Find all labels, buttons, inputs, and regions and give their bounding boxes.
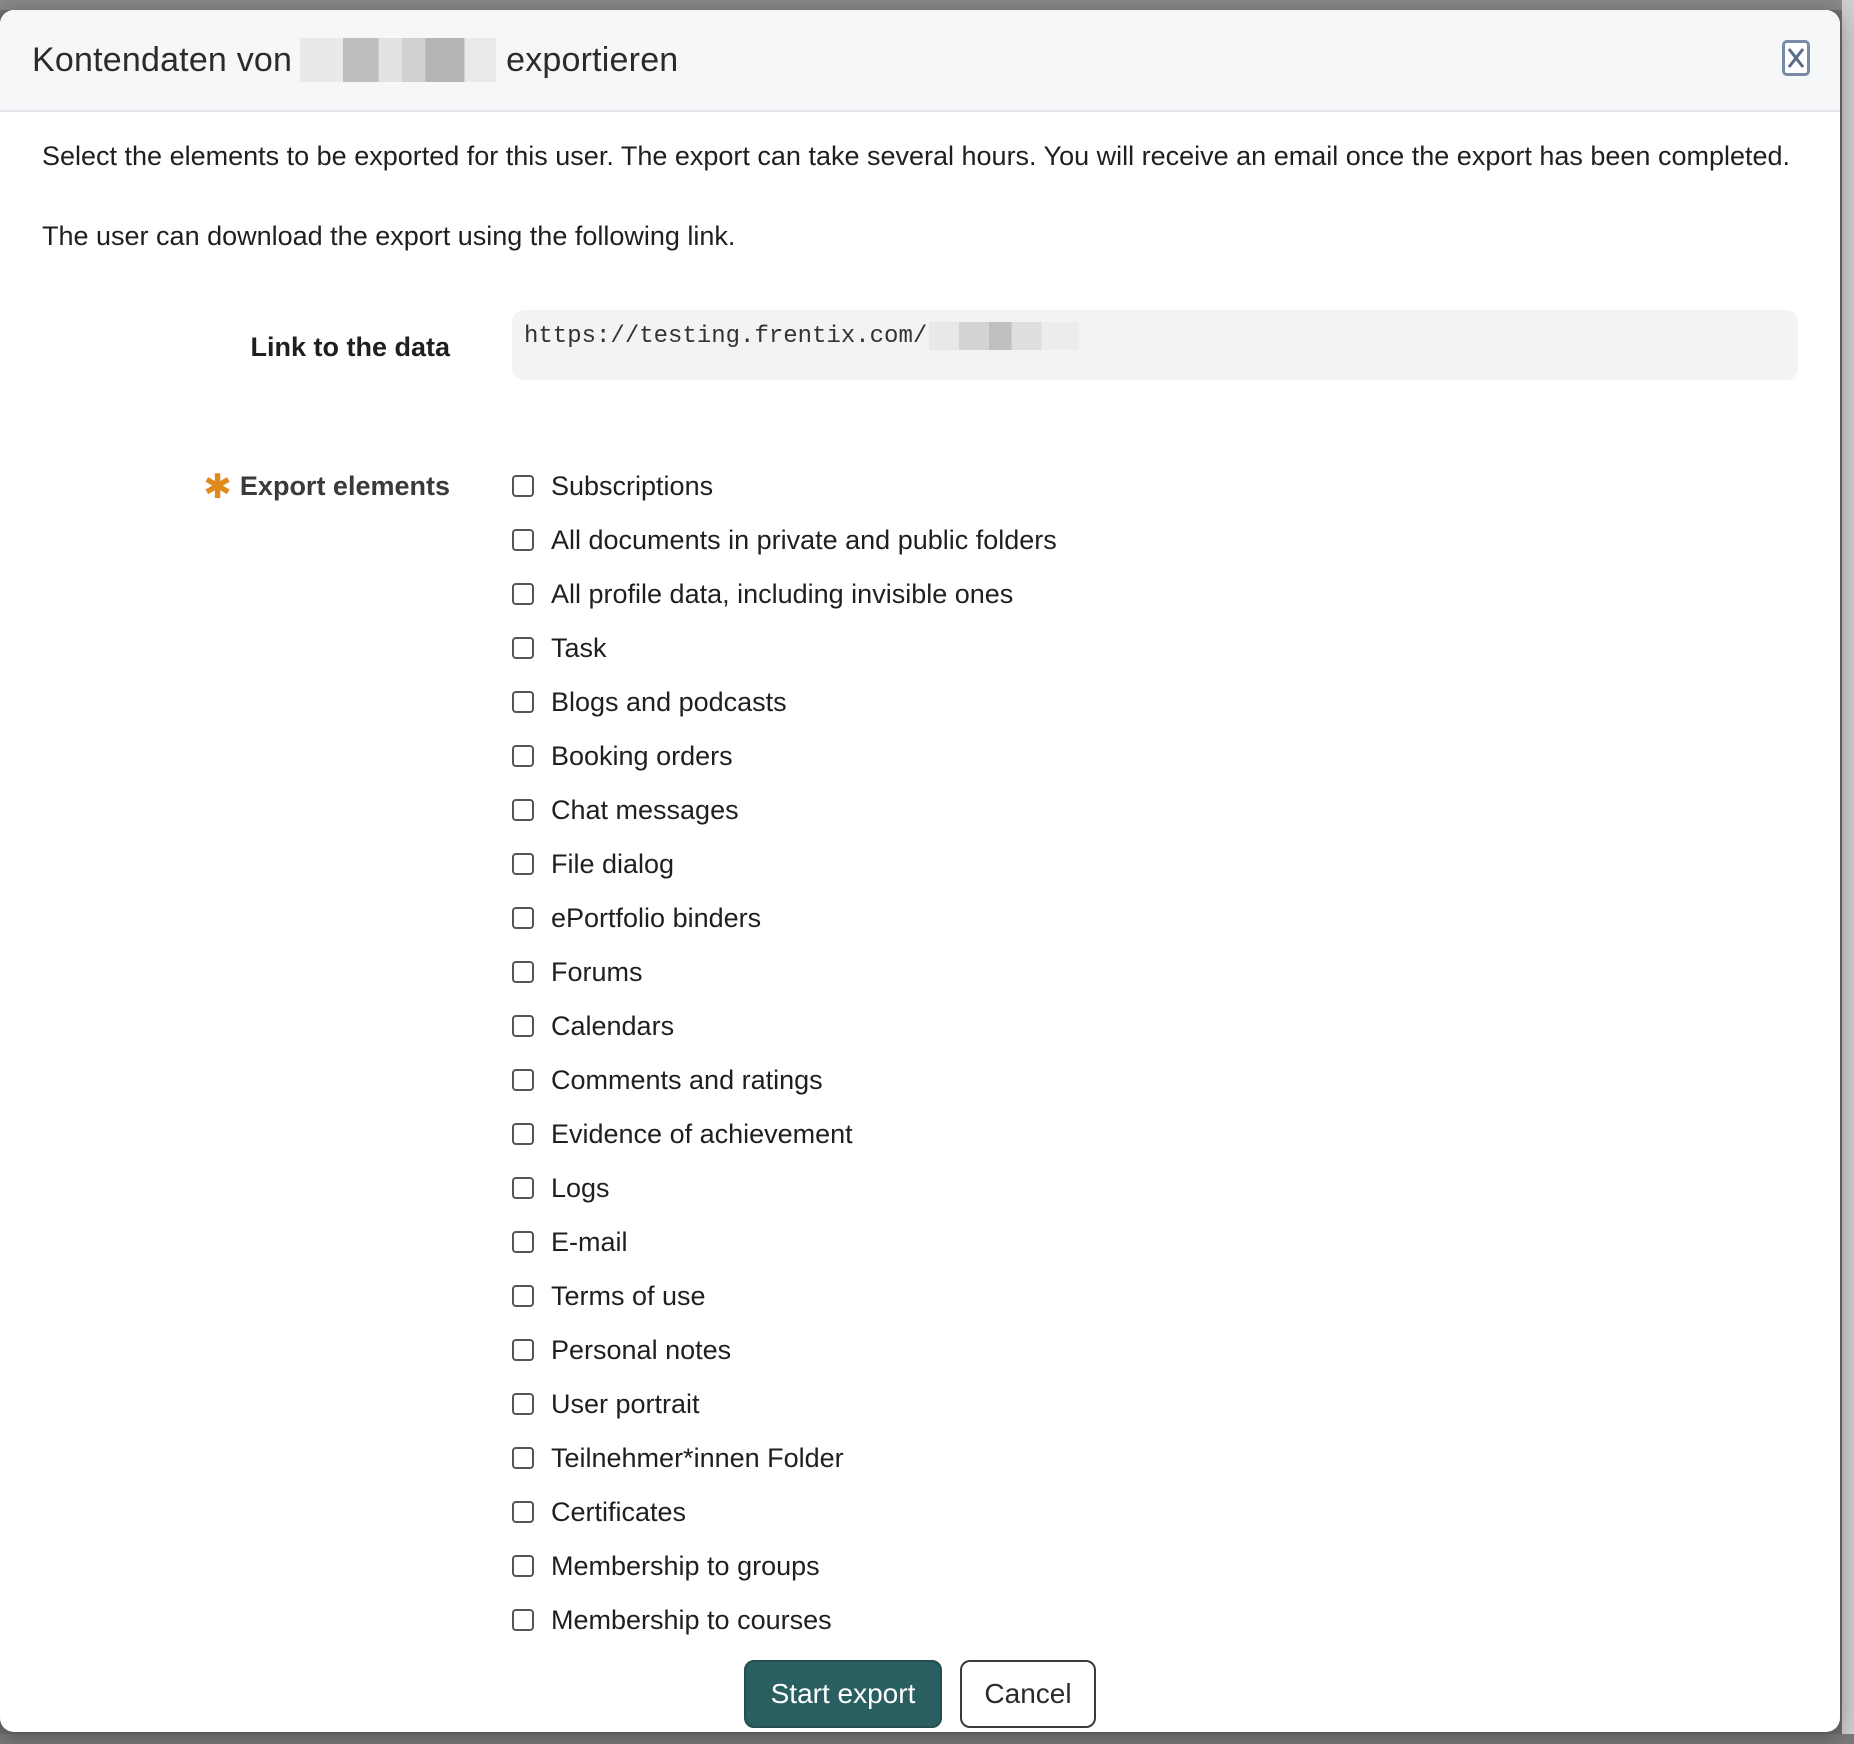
- checkbox[interactable]: [512, 1177, 534, 1199]
- checkbox-item[interactable]: [512, 1118, 1057, 1172]
- checkbox-item[interactable]: [512, 578, 1057, 632]
- checkbox-item[interactable]: [512, 686, 1057, 740]
- export-elements-list: [512, 470, 1057, 1658]
- checkbox[interactable]: [512, 1447, 534, 1469]
- checkbox[interactable]: [512, 1393, 534, 1415]
- checkbox[interactable]: [512, 1231, 534, 1253]
- checkbox[interactable]: [512, 529, 534, 551]
- checkbox-item[interactable]: [512, 1172, 1057, 1226]
- checkbox[interactable]: [512, 1069, 534, 1091]
- checkbox[interactable]: [512, 1501, 534, 1523]
- checkbox-label[interactable]: Membership to groups: [551, 1551, 820, 1581]
- background-page-top: [0, 0, 1854, 10]
- link-value[interactable]: https://testing.frentix.com/: [524, 323, 928, 350]
- checkbox-item[interactable]: [512, 1064, 1057, 1118]
- checkbox-item[interactable]: [512, 470, 1057, 524]
- checkbox[interactable]: [512, 1123, 534, 1145]
- checkbox-label[interactable]: Personal notes: [551, 1335, 732, 1365]
- checkbox-label[interactable]: Blogs and podcasts: [551, 687, 787, 717]
- checkbox[interactable]: [512, 691, 534, 713]
- checkbox-label[interactable]: E-mail: [551, 1227, 628, 1257]
- checkbox[interactable]: [512, 475, 534, 497]
- dialog-title-suffix: exportieren: [506, 40, 679, 79]
- checkbox[interactable]: [512, 637, 534, 659]
- checkbox-item[interactable]: [512, 1010, 1057, 1064]
- background-page-right: [1842, 0, 1854, 1744]
- checkbox-label[interactable]: All profile data, including invisible ones: [551, 579, 1014, 609]
- checkbox[interactable]: [512, 1015, 534, 1037]
- checkbox-item[interactable]: [512, 902, 1057, 956]
- cancel-button[interactable]: Cancel: [960, 1660, 1096, 1728]
- checkbox-label[interactable]: Certificates: [551, 1497, 687, 1527]
- checkbox-label[interactable]: Forums: [551, 957, 643, 987]
- checkbox-item[interactable]: [512, 1334, 1057, 1388]
- checkbox[interactable]: [512, 1555, 534, 1577]
- redacted-user-name: [300, 38, 496, 82]
- export-elements-label-text: Export elements: [239, 471, 450, 501]
- checkbox[interactable]: [512, 745, 534, 767]
- checkbox-label[interactable]: File dialog: [551, 849, 675, 879]
- checkbox-label[interactable]: ePortfolio binders: [551, 903, 762, 933]
- checkbox-item[interactable]: [512, 956, 1057, 1010]
- checkbox-label[interactable]: Booking orders: [551, 741, 733, 771]
- checkbox-item[interactable]: [512, 848, 1057, 902]
- checkbox[interactable]: [512, 1285, 534, 1307]
- close-button[interactable]: [1782, 40, 1810, 76]
- checkbox-item[interactable]: [512, 524, 1057, 578]
- checkbox[interactable]: [512, 1339, 534, 1361]
- checkbox-item[interactable]: [512, 1280, 1057, 1334]
- link-label: Link to the data: [250, 332, 450, 362]
- background-page-bottom: [0, 1734, 1854, 1744]
- export-elements-label: [0, 468, 450, 506]
- required-icon: ✱: [203, 468, 232, 506]
- checkbox[interactable]: [512, 799, 534, 821]
- link-field[interactable]: [512, 310, 1798, 380]
- download-hint-text: The user can download the export using the following link.: [42, 221, 736, 251]
- export-dialog: [0, 10, 1840, 1732]
- checkbox-label[interactable]: Evidence of achievement: [551, 1119, 853, 1149]
- dialog-title-prefix: Kontendaten von: [32, 40, 293, 79]
- checkbox-label[interactable]: Calendars: [551, 1011, 675, 1041]
- dialog-body: [0, 112, 1840, 256]
- start-export-button[interactable]: Start export: [744, 1660, 942, 1728]
- dialog-header: [0, 10, 1840, 112]
- checkbox-label[interactable]: Membership to courses: [551, 1605, 832, 1635]
- checkbox[interactable]: [512, 907, 534, 929]
- checkbox[interactable]: [512, 853, 534, 875]
- checkbox-item[interactable]: [512, 632, 1057, 686]
- checkbox-item[interactable]: [512, 1604, 1057, 1658]
- checkbox-label[interactable]: All documents in private and public folders: [551, 525, 1057, 555]
- link-row: [0, 310, 1840, 380]
- checkbox[interactable]: [512, 583, 534, 605]
- checkbox[interactable]: [512, 1609, 534, 1631]
- checkbox-label[interactable]: Teilnehmer*innen Folder: [551, 1443, 844, 1473]
- checkbox-label[interactable]: Terms of use: [551, 1281, 706, 1311]
- dialog-buttons: [0, 1660, 1840, 1730]
- checkbox-label[interactable]: Task: [551, 633, 607, 663]
- checkbox-item[interactable]: [512, 1496, 1057, 1550]
- checkbox-item[interactable]: [512, 1226, 1057, 1280]
- checkbox[interactable]: [512, 961, 534, 983]
- dialog-title: [32, 38, 678, 82]
- checkbox-item[interactable]: [512, 794, 1057, 848]
- checkbox-item[interactable]: [512, 740, 1057, 794]
- checkbox-label[interactable]: Subscriptions: [551, 471, 714, 501]
- checkbox-label[interactable]: Logs: [551, 1173, 610, 1203]
- close-icon: [1787, 46, 1805, 70]
- checkbox-item[interactable]: [512, 1442, 1057, 1496]
- redacted-link-part: [929, 322, 1079, 350]
- checkbox-item[interactable]: [512, 1388, 1057, 1442]
- checkbox-label[interactable]: Chat messages: [551, 795, 739, 825]
- checkbox-label[interactable]: User portrait: [551, 1389, 700, 1419]
- intro-text: Select the elements to be exported for this user. The export can take several hours. You will receive an email once the export has been completed.: [42, 141, 1791, 171]
- checkbox-label[interactable]: Comments and ratings: [551, 1065, 823, 1095]
- checkbox-item[interactable]: [512, 1550, 1057, 1604]
